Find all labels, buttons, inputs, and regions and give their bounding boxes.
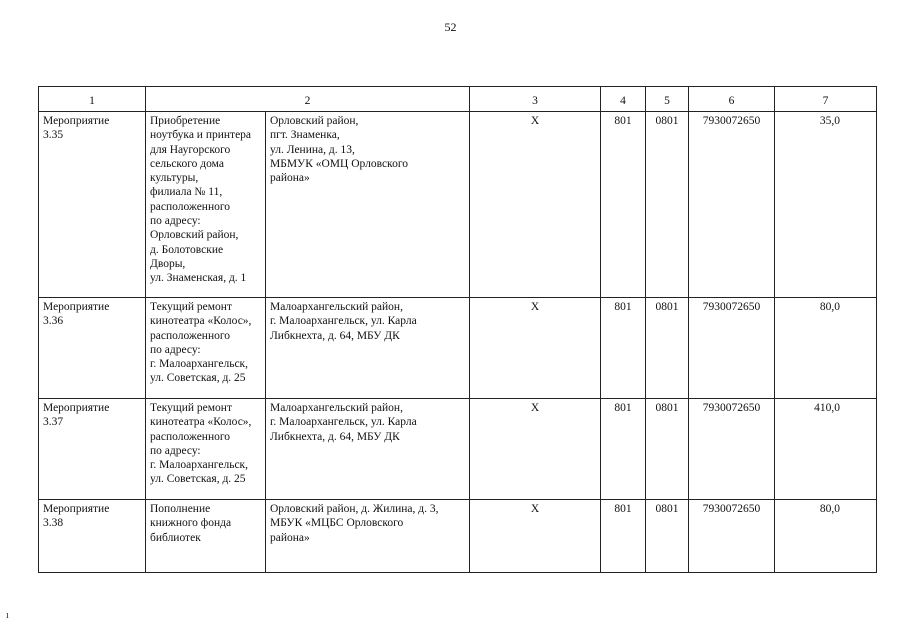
header-cell-4: 4	[601, 87, 646, 112]
table-row	[39, 298, 877, 399]
col4-cell: 801	[601, 399, 646, 500]
header-cell-5: 5	[646, 87, 689, 112]
col7-cell: 35,0	[775, 112, 877, 298]
header-cell-1: 1	[39, 87, 146, 112]
event-cell: Мероприятие 3.37	[39, 399, 146, 500]
event-cell: Мероприятие 3.35	[39, 112, 146, 298]
col7-cell: 80,0	[775, 298, 877, 399]
header-cell-2: 2	[146, 87, 470, 112]
table-row	[39, 500, 877, 573]
recipient-cell: Малоархангельский район, г. Малоархангельск, ул. Карла Либкнехта, д. 64, МБУ ДК	[266, 399, 470, 500]
recipient-cell: Орловский район, д. Жилина, д. 3, МБУК «МЦБС Орловского района»	[266, 500, 470, 573]
col6-cell: 7930072650	[689, 298, 775, 399]
event-cell: Мероприятие 3.36	[39, 298, 146, 399]
col3-cell: X	[470, 298, 601, 399]
header-cell-7: 7	[775, 87, 877, 112]
col4-cell: 801	[601, 500, 646, 573]
scan-mark: ı	[6, 610, 9, 621]
col7-cell: 80,0	[775, 500, 877, 573]
col3-cell: X	[470, 112, 601, 298]
col6-cell: 7930072650	[689, 399, 775, 500]
table-header-row	[39, 87, 877, 112]
col5-cell: 0801	[646, 399, 689, 500]
recipient-cell: Орловский район, пгт. Знаменка, ул. Ленина, д. 13, МБМУК «ОМЦ Орловского района»	[266, 112, 470, 298]
description-cell: Пополнение книжного фонда библиотек	[146, 500, 266, 573]
header-cell-6: 6	[689, 87, 775, 112]
col3-cell: X	[470, 399, 601, 500]
col6-cell: 7930072650	[689, 500, 775, 573]
col3-cell: X	[470, 500, 601, 573]
event-cell: Мероприятие 3.38	[39, 500, 146, 573]
col7-cell: 410,0	[775, 399, 877, 500]
col5-cell: 0801	[646, 298, 689, 399]
description-cell: Текущий ремонт кинотеатра «Колос», расположенного по адресу: г. Малоархангельск, ул. Советская, д. 25	[146, 298, 266, 399]
budget-table	[38, 86, 877, 573]
col6-cell: 7930072650	[689, 112, 775, 298]
page-number: 52	[444, 20, 457, 34]
table-row	[39, 399, 877, 500]
table-row	[39, 112, 877, 298]
col4-cell: 801	[601, 112, 646, 298]
description-cell: Текущий ремонт кинотеатра «Колос», расположенного по адресу: г. Малоархангельск, ул. Советская, д. 25	[146, 399, 266, 500]
col4-cell: 801	[601, 298, 646, 399]
col5-cell: 0801	[646, 500, 689, 573]
header-cell-3: 3	[470, 87, 601, 112]
col5-cell: 0801	[646, 112, 689, 298]
description-cell: Приобретение ноутбука и принтера для Наугорского сельского дома культуры, филиала № 11, расположенного по адресу: Орловский район, д. Болотовские Дворы, ул. Знаменская, д. 1	[146, 112, 266, 298]
recipient-cell: Малоархангельский район, г. Малоархангельск, ул. Карла Либкнехта, д. 64, МБУ ДК	[266, 298, 470, 399]
